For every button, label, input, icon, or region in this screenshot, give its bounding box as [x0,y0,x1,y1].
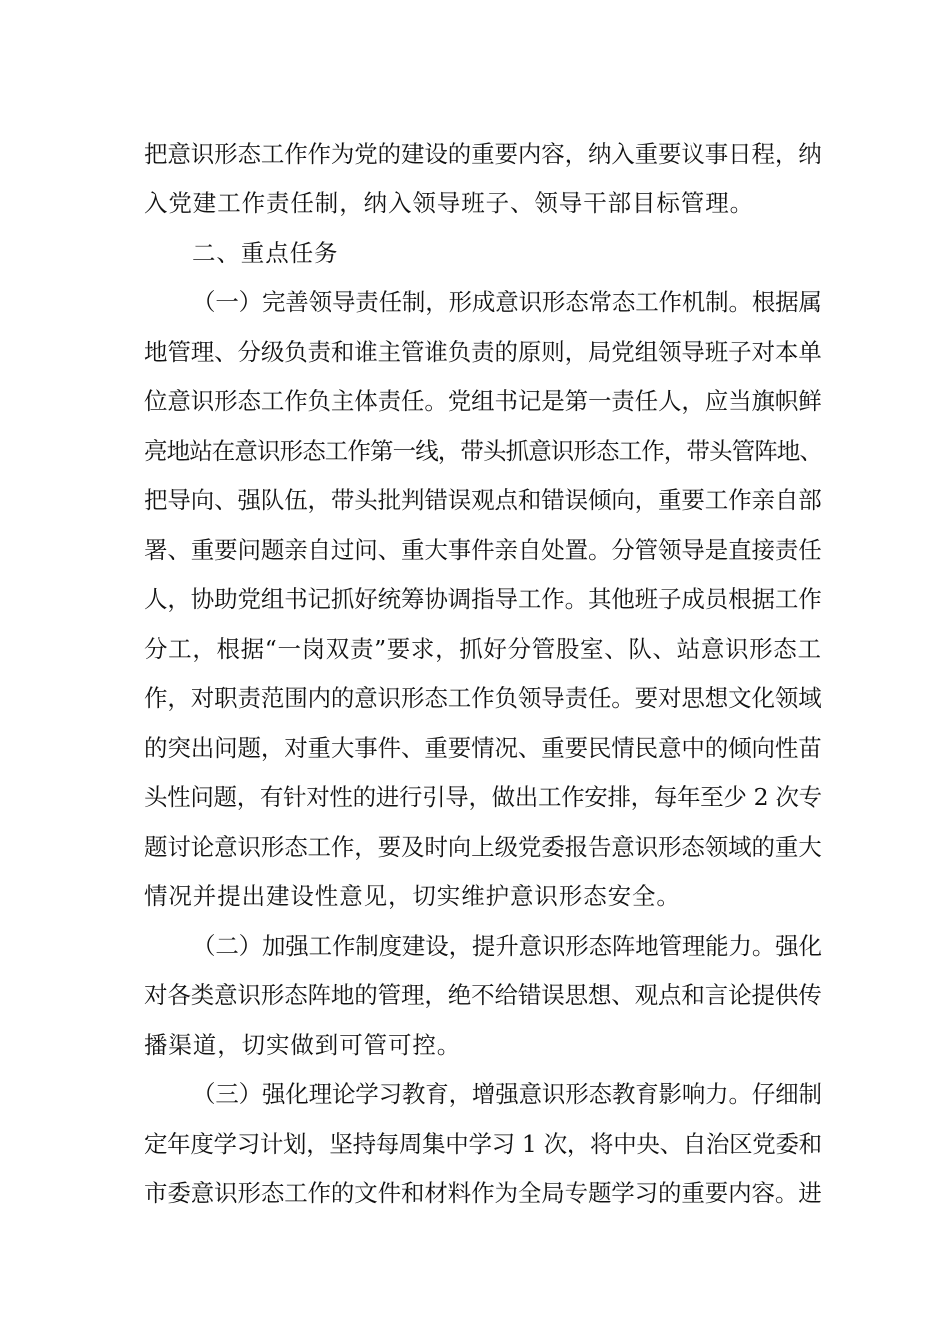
text-line: 对各类意识形态阵地的管理，绝不给错误思想、观点和言论提供传 [144,981,822,1009]
text-line: 题讨论意识形态工作，要及时向上级党委报告意识形态领域的重大 [144,833,822,861]
subsection-heading: （二）加强工作制度建设，提升意识形态阵地管理能力。强化 [192,932,822,960]
text-line: 情况并提出建设性意见，切实维护意识形态安全。 [144,882,681,910]
text-line: 分工，根据“一岗双责”要求，抓好分管股室、队、站意识形态工 [144,635,822,663]
text-line: 位意识形态工作负主体责任。党组书记是第一责任人，应当旗帜鲜 [144,387,822,415]
text-line: 市委意识形态工作的文件和材料作为全局专题学习的重要内容。进 [144,1179,822,1207]
section-heading: 二、重点任务 [192,239,339,267]
text-line: 入党建工作责任制，纳入领导班子、领导干部目标管理。 [144,189,754,217]
text-line: 地管理、分级负责和谁主管谁负责的原则，局党组领导班子对本单 [144,338,822,366]
text-line: 的突出问题，对重大事件、重要情况、重要民情民意中的倾向性苗 [144,734,822,762]
text-line: 播渠道，切实做到可管可控。 [144,1031,462,1059]
text-line: 定年度学习计划，坚持每周集中学习 1 次，将中央、自治区党委和 [144,1130,822,1158]
text-line: 署、重要问题亲自过问、重大事件亲自处置。分管领导是直接责任 [144,536,822,564]
subsection-heading: （三）强化理论学习教育，增强意识形态教育影响力。仔细制 [192,1080,822,1108]
text-line: 把导向、强队伍，带头批判错误观点和错误倾向，重要工作亲自部 [144,486,822,514]
text-line: 亮地站在意识形态工作第一线，带头抓意识形态工作，带头管阵地、 [144,437,822,465]
text-line: 头性问题，有针对性的进行引导，做出工作安排，每年至少 2 次专 [144,783,822,811]
text-line: 把意识形态工作作为党的建设的重要内容，纳入重要议事日程，纳 [144,140,822,168]
text-line: 作，对职责范围内的意识形态工作负领导责任。要对思想文化领域 [144,684,822,712]
text-line: 人，协助党组书记抓好统筹协调指导工作。其他班子成员根据工作 [144,585,822,613]
subsection-heading: （一）完善领导责任制，形成意识形态常态工作机制。根据属 [192,288,822,316]
